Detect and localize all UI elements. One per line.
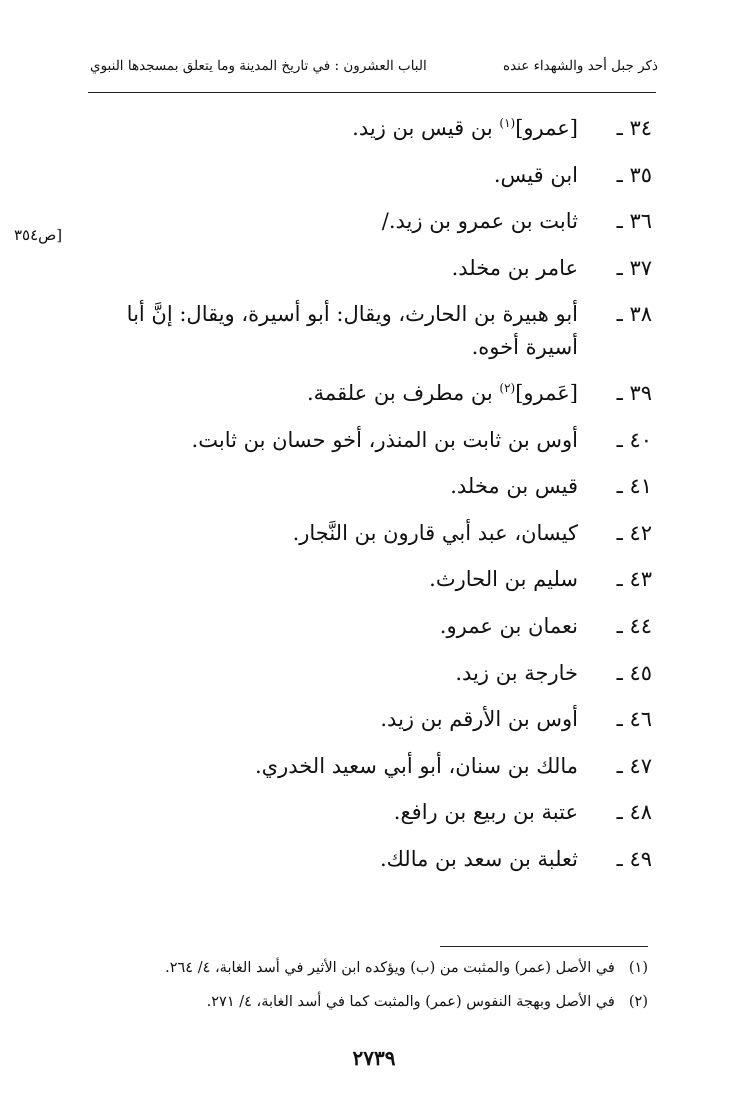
running-header-left: الباب العشرون : في تاريخ المدينة وما يتعلق بمسجدها النبوي [90, 58, 427, 74]
entry-item [80, 563, 652, 596]
entry-number: ٤٥ ـ [616, 660, 652, 685]
header-rule [88, 92, 656, 93]
entry-item [80, 657, 652, 690]
page-number: ٢٧٣٩ [352, 1046, 396, 1070]
footnote-list [96, 958, 648, 1026]
entry-number: ٤٠ ـ [616, 427, 652, 452]
entry-text: أوس بن الأرقم بن زيد. [380, 707, 578, 732]
footnote-number: (٢) [628, 993, 648, 1010]
entry-item [80, 112, 652, 145]
footnote-marker: (٢) [499, 381, 516, 396]
entry-text: كيسان، عبد أبي قارون بن النَّجار. [292, 520, 578, 545]
entry-text [80, 377, 578, 410]
entry-number: ٣٦ ـ [616, 209, 652, 234]
entry-number: ٤٢ ـ [616, 520, 652, 545]
entry-text: ابن قيس. [493, 162, 578, 187]
entry-text: ثعلبة بن سعد بن مالك. [379, 846, 578, 871]
entry-text-part: بن مطرف بن علقمة. [307, 381, 500, 406]
entry-item [80, 159, 652, 192]
entry-text [80, 112, 578, 145]
entry-text: سليم بن الحارث. [429, 567, 578, 592]
entry-number: ٤٨ ـ [616, 800, 652, 825]
footnote-item [96, 958, 648, 980]
entry-number: ٣٥ ـ [616, 162, 652, 187]
entry-number: ٤١ ـ [616, 474, 652, 499]
entry-item [80, 377, 652, 410]
entry-item [80, 610, 652, 643]
entry-text-part: [عَمرو] [515, 381, 578, 406]
margin-page-reference: [ص٣٥٤ [14, 226, 63, 244]
entry-text: عامر بن مخلد. [451, 255, 578, 280]
entry-item [80, 205, 652, 238]
entry-number: ٤٧ ـ [616, 753, 652, 778]
entry-number: ٣٨ ـ [616, 302, 652, 327]
entry-item [80, 252, 652, 285]
entry-number: ٤٤ ـ [616, 614, 652, 639]
entry-item [80, 424, 652, 457]
entry-text: عتبة بن ربيع بن رافع. [393, 800, 578, 825]
entry-number: ٣٧ ـ [616, 255, 652, 280]
running-header-right: ذكر جبل أحد والشهداء عنده [503, 58, 658, 74]
footnote-item [96, 992, 648, 1014]
footnote-rule [440, 946, 648, 947]
entry-number: ٣٤ ـ [616, 116, 652, 140]
entry-item [80, 470, 652, 503]
entry-text: قيس بن مخلد. [450, 474, 578, 499]
entry-text: ثابت بن عمرو بن زيد./ [381, 209, 578, 234]
entry-text: أبو هبيرة بن الحارث، ويقال: أبو أسيرة، ويقال: إنَّ أبا أسيرة أخوه. [126, 302, 578, 359]
entry-text: خارجة بن زيد. [455, 660, 578, 685]
entry-text-part: [عمرو] [515, 116, 578, 140]
entry-number: ٤٩ ـ [616, 846, 652, 871]
entry-text: مالك بن سنان، أبو أبي سعيد الخدري. [254, 753, 578, 778]
entry-text: أوس بن ثابت بن المنذر، أخو حسان بن ثابت. [191, 427, 578, 452]
entry-item [80, 517, 652, 550]
entry-number: ٤٦ ـ [616, 707, 652, 732]
entry-item [80, 750, 652, 783]
footnote-marker: (١) [499, 116, 516, 130]
entry-number: ٤٣ ـ [616, 567, 652, 592]
entry-list [80, 112, 652, 875]
footnote-number: (١) [628, 960, 648, 976]
entry-text-part: بن قيس بن زيد. [352, 116, 500, 140]
entry-item [80, 298, 652, 363]
entry-text: نعمان بن عمرو. [439, 614, 578, 639]
footnote-text: في الأصل وبهجة النفوس (عمر) والمثبت كما في أسد الغابة، ٤/ ٢٧١. [206, 993, 615, 1010]
entry-item [80, 703, 652, 736]
entry-number: ٣٩ ـ [616, 381, 652, 406]
entry-item [80, 796, 652, 829]
footnote-text: في الأصل (عمر) والمثبت من (ب) ويؤكده ابن الأثير في أسد الغابة، ٤/ ٢٦٤. [165, 960, 615, 976]
entry-item [80, 843, 652, 876]
